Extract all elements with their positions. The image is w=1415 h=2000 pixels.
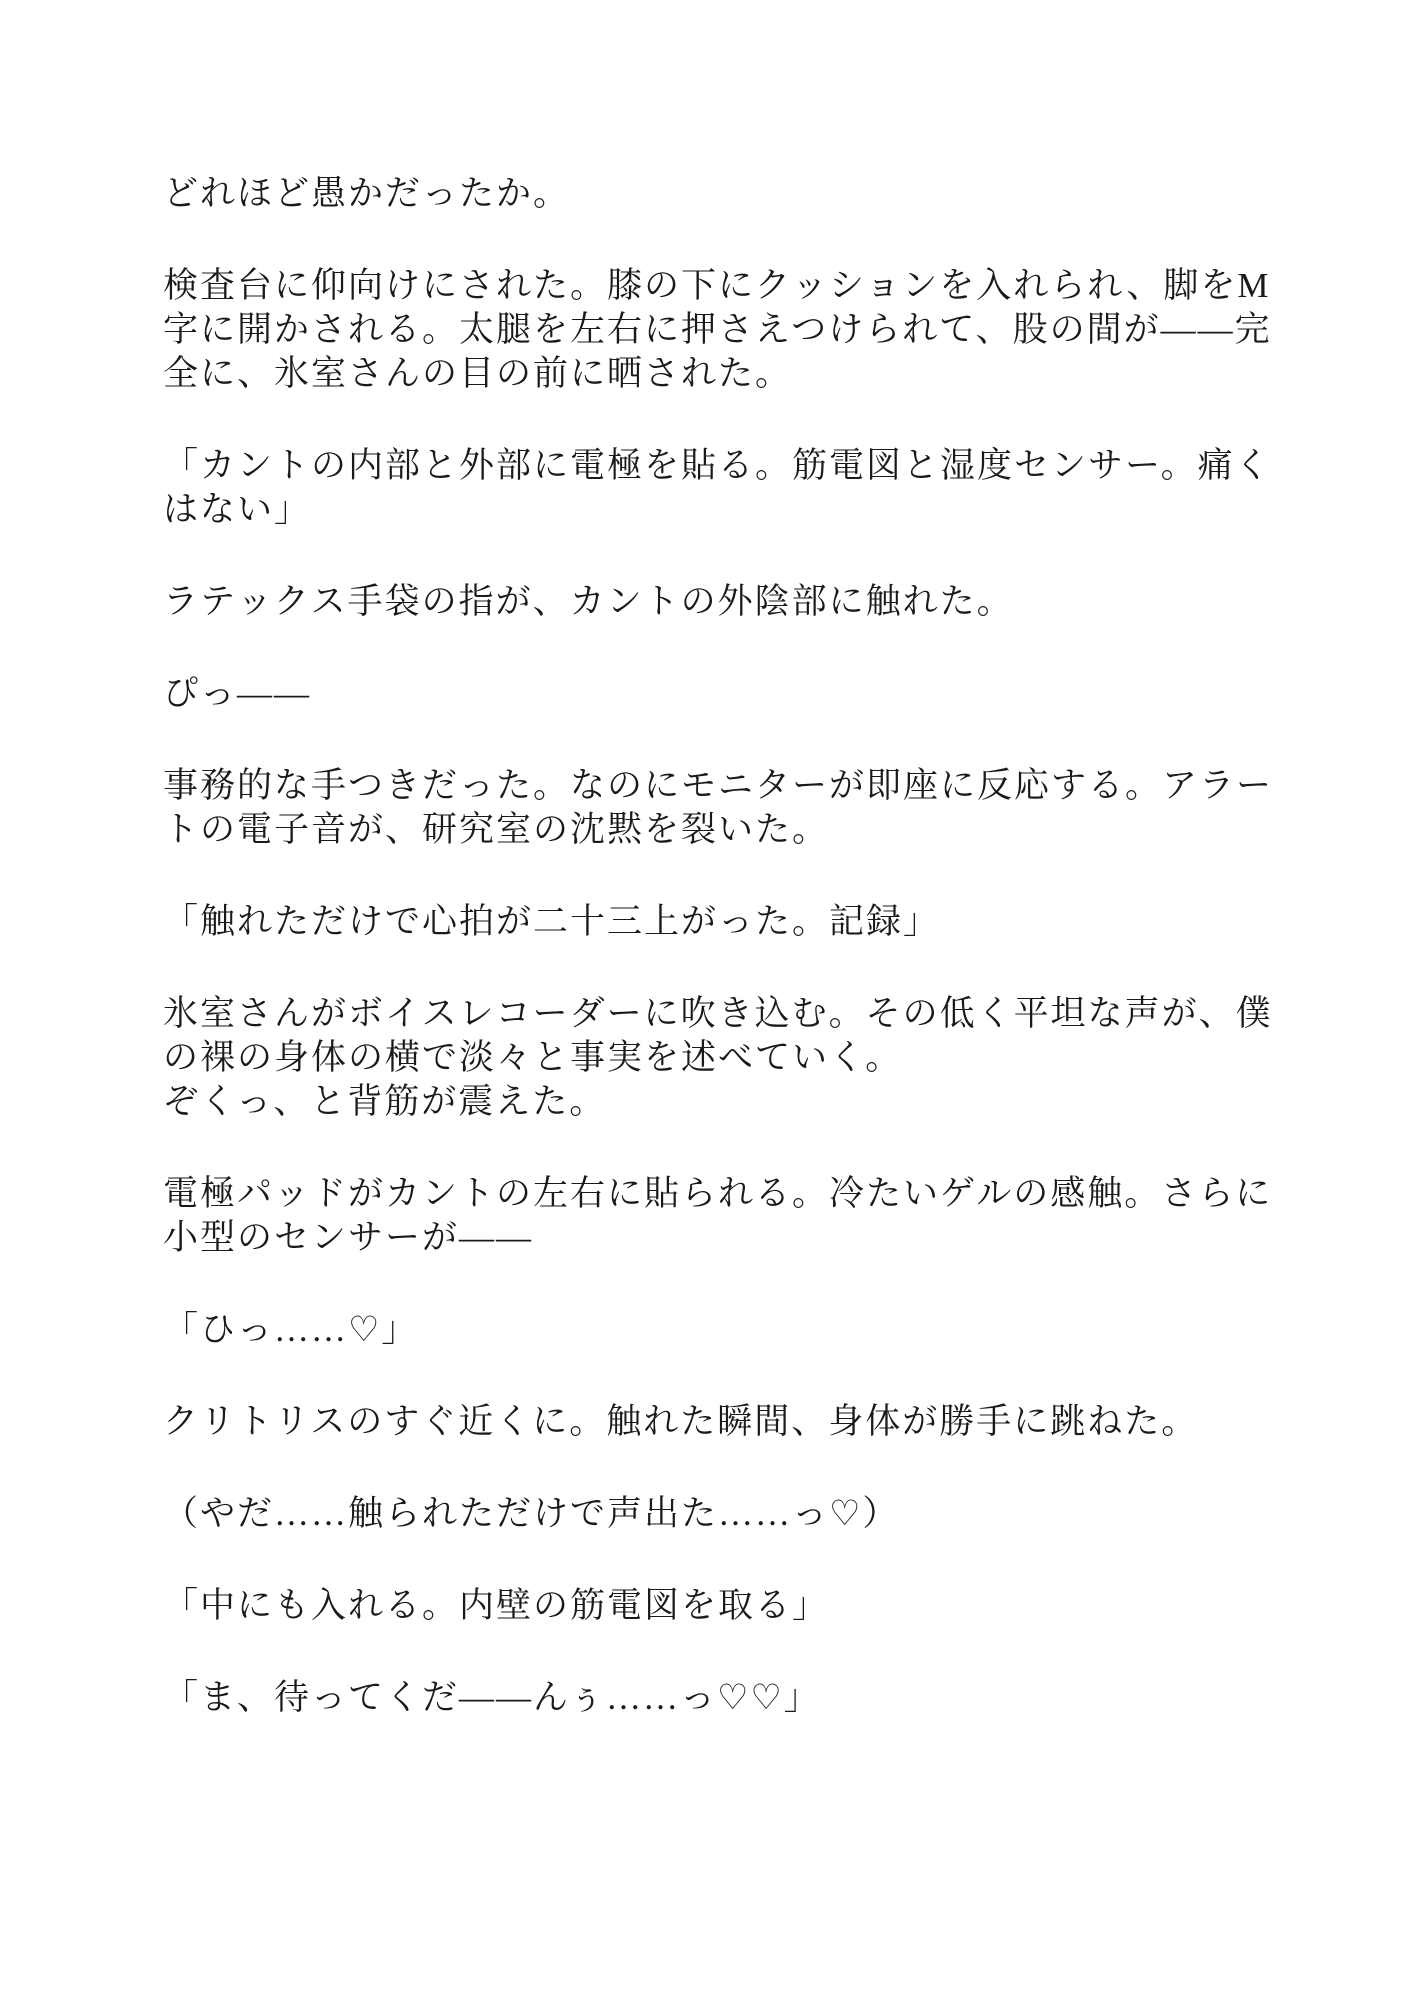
text-line: ラテックス手袋の指が、カントの外陰部に触れた。 (163, 582, 1014, 621)
text-line: 検査台に仰向けにされた。膝の下にクッションを入れられ、脚をM (163, 266, 1271, 305)
paragraph (163, 1308, 1295, 1352)
paragraph (163, 1400, 1295, 1444)
text-line: 字に開かされる。太腿を左右に押さえつけられて、股の間が――完 (163, 310, 1272, 349)
paragraph (163, 1584, 1295, 1628)
paragraph (163, 1492, 1295, 1536)
text-line: 電極パッドがカントの左右に貼られる。冷たいゲルの感触。さらに (163, 1174, 1273, 1213)
text-line: 氷室さんがボイスレコーダーに吹き込む。その低く平坦な声が、僕 (163, 994, 1273, 1033)
paragraph (163, 672, 1295, 716)
paragraph (163, 1172, 1295, 1260)
text-line: どれほど愚かだったか。 (163, 174, 571, 213)
paragraph (163, 172, 1295, 216)
paragraph (163, 900, 1295, 944)
paragraph (163, 580, 1295, 624)
text-line: トの電子音が、研究室の沈黙を裂いた。 (163, 810, 830, 849)
paragraph (163, 992, 1295, 1124)
text-line: ぞくっ、と背筋が震えた。 (163, 1082, 607, 1121)
text-line: 「カントの内部と外部に電極を貼る。筋電図と湿度センサー。痛く (163, 446, 1272, 485)
paragraph (163, 444, 1295, 532)
text-line: クリトリスのすぐ近くに。触れた瞬間、身体が勝手に跳ねた。 (163, 1402, 1199, 1441)
text-line: 「ひっ……♡」 (163, 1310, 419, 1349)
paragraph (163, 1676, 1295, 1720)
text-line: （やだ……触られただけで声出た……っ♡） (163, 1494, 900, 1533)
text-line: はない」 (163, 490, 312, 529)
text-line: の裸の身体の横で淡々と事実を述べていく。 (163, 1038, 903, 1077)
text-line: 「中にも入れる。内壁の筋電図を取る」 (163, 1586, 830, 1625)
text-line: 「ま、待ってくだ――んぅ……っ♡♡」 (163, 1678, 821, 1717)
paragraph (163, 264, 1295, 396)
text-line: 小型のセンサーが―― (163, 1218, 534, 1257)
text-line: 全に、氷室さんの目の前に晒された。 (163, 354, 793, 393)
text-line: 「触れただけで心拍が二十三上がった。記録」 (163, 902, 941, 941)
text-line: ぴっ―― (163, 674, 312, 713)
paragraph (163, 764, 1295, 852)
text-line: 事務的な手つきだった。なのにモニターが即座に反応する。アラー (163, 766, 1274, 805)
